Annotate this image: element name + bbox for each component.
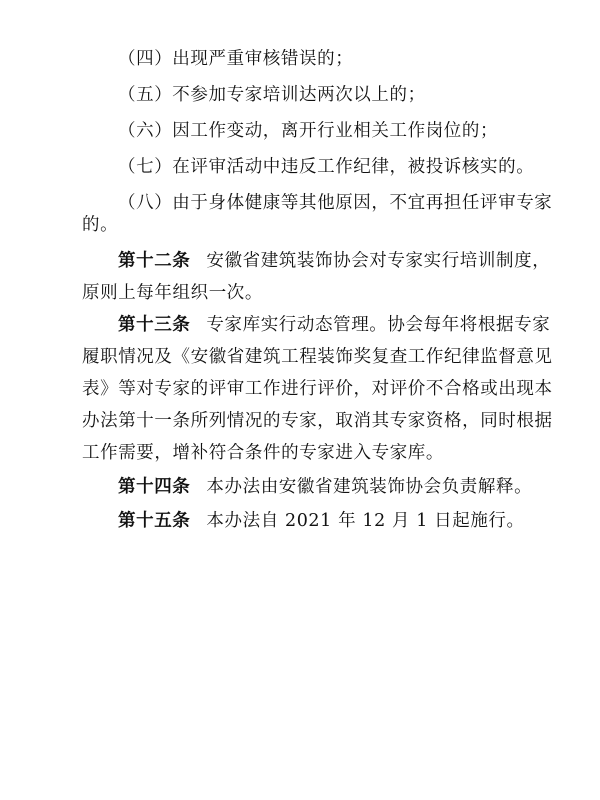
article-12-heading: 第十二条	[118, 251, 191, 271]
article-13-line-3: 表》等对专家的评审工作进行评价，对评价不合格或出现本	[82, 379, 553, 399]
article-13-heading: 第十三条	[118, 315, 191, 335]
article-12-line-2: 原则上每年组织一次。	[82, 283, 263, 303]
article-13-first-line	[118, 314, 550, 336]
list-item-6: （六）因工作变动，离开行业相关工作岗位的；	[118, 121, 499, 141]
article-14-heading: 第十四条	[118, 477, 191, 497]
article-13-line-2: 履职情况及《安徽省建筑工程装饰奖复查工作纪律监督意见	[82, 347, 553, 367]
article-12-first-line	[118, 250, 550, 272]
list-item-5: （五）不参加专家培训达两次以上的；	[118, 85, 426, 105]
article-15-line	[118, 510, 525, 532]
article-14-text: 本办法由安徽省建筑装饰协会负责解释。	[206, 477, 533, 497]
article-13-line-5: 工作需要，增补符合条件的专家进入专家库。	[82, 443, 444, 463]
article-12-text: 安徽省建筑装饰协会对专家实行培训制度，	[206, 251, 551, 271]
article-14-line	[118, 476, 532, 498]
list-item-4: （四）出现严重审核错误的；	[118, 49, 354, 69]
article-15-text: 本办法自 2021 年 12 月 1 日起施行。	[206, 511, 525, 531]
article-13-text: 专家库实行动态管理。协会每年将根据专家	[206, 315, 551, 335]
list-item-8: （八）由于身体健康等其他原因，不宜再担任评审专家	[118, 193, 553, 213]
list-item-8-continued: 的。	[82, 215, 119, 235]
article-13-line-4: 办法第十一条所列情况的专家，取消其专家资格，同时根据	[82, 411, 553, 431]
article-15-heading: 第十五条	[118, 511, 191, 531]
list-item-7: （七）在评审活动中违反工作纪律，被投诉核实的。	[118, 157, 535, 177]
